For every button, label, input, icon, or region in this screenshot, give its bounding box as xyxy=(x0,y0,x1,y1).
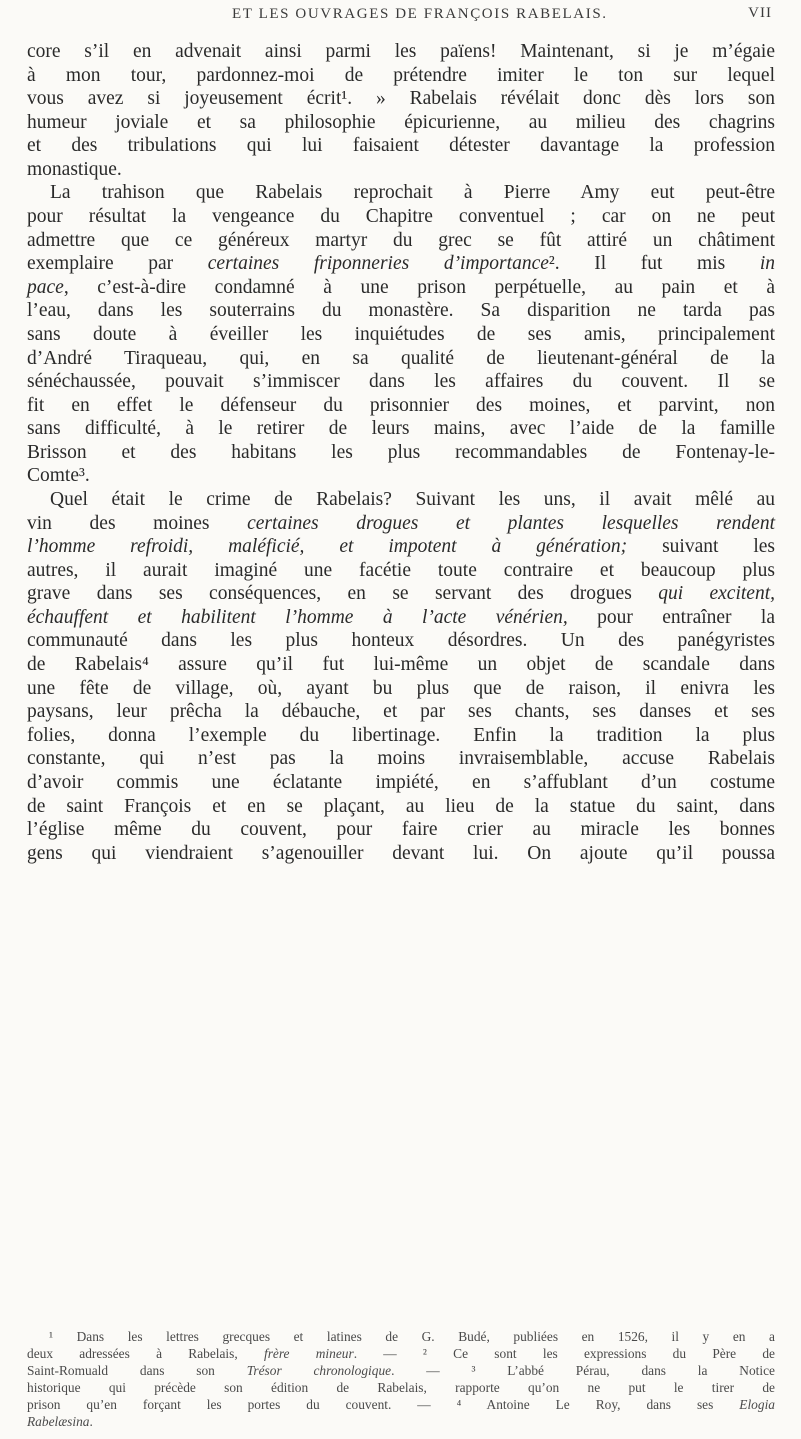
body-line xyxy=(27,653,775,677)
footnote-line xyxy=(27,1379,775,1396)
body-line xyxy=(27,795,775,819)
body-text-run: l’homme refroidi, maléficié, et impotent à génération; xyxy=(27,536,628,558)
body-text-run: et des tribulations qui lui faisaient détester davantage la profession xyxy=(27,135,775,157)
body-line xyxy=(27,276,775,300)
body-text-run: paysans, leur prêcha la débauche, et par ses chants, ses danses et ses xyxy=(27,701,775,723)
body-line xyxy=(27,417,775,441)
body-text-run: à mon tour, pardonnez-moi de prétendre imiter le ton sur lequel xyxy=(27,64,775,86)
footnote-text-run: historique qui précède son édition de Rabelais, rapporte qu’on ne put le tirer de xyxy=(27,1380,775,1395)
body-line xyxy=(27,40,775,64)
body-text-run: l’église même du couvent, pour faire crier au miracle les bonnes xyxy=(27,819,775,841)
body-text-run: l’eau, dans les souterrains du monastère. Sa disparition ne tarda pas xyxy=(27,300,775,322)
body-text-run: autres, il aurait imaginé une facétie toute contraire et beaucoup plus xyxy=(27,559,775,581)
body-text-run: qui excitent, xyxy=(658,583,775,605)
body-line xyxy=(27,724,775,748)
body-text-run: d’André Tiraqueau, qui, en sa qualité de lieutenant-général de la xyxy=(27,347,775,369)
body-line xyxy=(27,299,775,323)
body-text-run: in xyxy=(759,253,775,275)
body-text-run: exemplaire par xyxy=(27,253,208,275)
page-header xyxy=(0,0,801,30)
footnote-text-run: deux adressées à Rabelais, xyxy=(27,1346,264,1361)
body-line xyxy=(27,700,775,724)
body-text-run: sans difficulté, à le retirer de leurs mains, avec l’aide de la famille xyxy=(27,418,775,440)
footnote-line xyxy=(27,1328,775,1345)
body-text-run: sans doute à éveiller les inquiétudes de ses amis, principalement xyxy=(27,323,775,345)
body-text-run: ². Il fut mis xyxy=(548,253,760,275)
body-text-run: Comte³. xyxy=(27,465,90,487)
footnote-line xyxy=(27,1413,775,1430)
body-line xyxy=(27,771,775,795)
body-line xyxy=(27,111,775,135)
body-text-run: vous avez si joyeusement écrit¹. » Rabelais révélait donc dès lors son xyxy=(27,88,775,110)
body-line xyxy=(27,64,775,88)
body-line xyxy=(27,370,775,394)
body-line xyxy=(27,252,775,276)
body-text-run: certaines drogues et plantes lesquelles rendent xyxy=(247,512,775,534)
body-text-run: de Rabelais⁴ assure qu’il fut lui-même un objet de scandale dans xyxy=(27,654,775,676)
body-line xyxy=(27,134,775,158)
footnote-text-run: prison qu’en forçant les portes du couvent. — ⁴ Antoine Le Roy, dans ses xyxy=(27,1397,740,1412)
body-text-run: Brisson et des habitans les plus recommandables de Fontenay-le- xyxy=(27,441,775,463)
body-text-run: grave dans ses conséquences, en se servant des drogues xyxy=(27,583,659,605)
body-line xyxy=(27,394,775,418)
body-text-run: folies, donna l’exemple du libertinage. Enfin la tradition la plus xyxy=(27,724,775,746)
footnote-line xyxy=(27,1396,775,1413)
footnote-text-run: Elogia xyxy=(739,1397,775,1412)
body-line xyxy=(27,818,775,842)
body-text-run: core s’il en advenait ainsi parmi les païens! Maintenant, si je m’égaie xyxy=(27,41,775,62)
body-text-run: communauté dans les plus honteux désordres. Un des panégyristes xyxy=(27,630,775,652)
footnote-text-run: Rabelæsina xyxy=(27,1414,90,1429)
body-line xyxy=(27,842,775,866)
body-line xyxy=(27,582,775,606)
body-text-run: d’avoir commis une éclatante impiété, en s’affublant d’un costume xyxy=(27,771,775,793)
body-line xyxy=(27,559,775,583)
footnotes xyxy=(27,1328,775,1430)
footnote-text-run: ¹ Dans les lettres grecques et latines de G. Budé, publiées en 1526, il y en a xyxy=(49,1329,775,1344)
body-text-run: sénéchaussée, pouvait s’immiscer dans les affaires du couvent. Il se xyxy=(27,371,775,393)
body-line xyxy=(27,512,775,536)
body-text-run: constante, qui n’est pas la moins invraisemblable, accuse Rabelais xyxy=(27,748,775,770)
body-text-run: monastique. xyxy=(27,158,122,180)
body-line xyxy=(27,441,775,465)
body-line xyxy=(27,535,775,559)
body-line xyxy=(27,323,775,347)
body-line xyxy=(27,205,775,229)
body-line xyxy=(27,488,775,512)
footnote-text-run: Trésor chronologique xyxy=(246,1363,392,1378)
footnote-text-run: frère mineur xyxy=(263,1346,354,1361)
footnote-text-run: . — ³ L’abbé Pérau, dans la Notice xyxy=(391,1363,775,1378)
footnote-text-run: Saint-Romuald dans son xyxy=(27,1363,247,1378)
body-text-run: suivant les xyxy=(627,536,775,558)
footnote-text-run: . — ² Ce sont les expressions du Père de xyxy=(353,1346,775,1361)
body-text-run: , c’est-à-dire condamné à une prison perpétuelle, au pain et à xyxy=(63,276,775,298)
body-text-run: pour résultat la vengeance du Chapitre conventuel ; car on ne peut xyxy=(27,206,775,228)
body-line xyxy=(27,87,775,111)
body-line xyxy=(27,158,775,182)
body-line xyxy=(27,229,775,253)
running-head: ET LES OUVRAGES DE FRANÇOIS RABELAIS. xyxy=(232,6,608,22)
body-text-run: Quel était le crime de Rabelais? Suivant les uns, il avait mêlé au xyxy=(50,488,775,510)
body-text-run: La trahison que Rabelais reprochait à Pierre Amy eut peut-être xyxy=(50,182,775,204)
body-text-run: fit en effet le défenseur du prisonnier des moines, et parvint, non xyxy=(27,394,775,416)
body-text-run: échauffent et habilitent l’homme à l’acte vénérien, xyxy=(27,606,568,628)
body-text-run: pace xyxy=(27,276,64,298)
body-line xyxy=(27,347,775,371)
body-text-run: gens qui viendraient s’agenouiller devant lui. On ajoute qu’il poussa xyxy=(27,842,775,864)
footnote-text-run: . xyxy=(89,1414,93,1429)
page-number: VII xyxy=(748,5,772,21)
body-line xyxy=(27,747,775,771)
body-text-run: humeur joviale et sa philosophie épicurienne, au milieu des chagrins xyxy=(27,111,775,133)
body-text xyxy=(27,40,775,865)
body-line xyxy=(27,181,775,205)
footnote-line xyxy=(27,1345,775,1362)
body-line xyxy=(27,606,775,630)
body-text-run: de saint François et en se plaçant, au lieu de la statue du saint, dans xyxy=(27,795,775,817)
body-text-run: certaines friponneries d’importance xyxy=(207,253,549,275)
body-text-run: admettre que ce généreux martyr du grec se fût attiré un châtiment xyxy=(27,229,775,251)
body-line xyxy=(27,464,775,488)
body-text-run: pour entraîner la xyxy=(567,606,776,628)
body-line xyxy=(27,677,775,701)
body-line xyxy=(27,629,775,653)
body-text-run: une fête de village, où, ayant bu plus que de raison, il enivra les xyxy=(27,677,775,699)
body-text-run: vin des moines xyxy=(27,512,248,534)
footnote-line xyxy=(27,1362,775,1379)
